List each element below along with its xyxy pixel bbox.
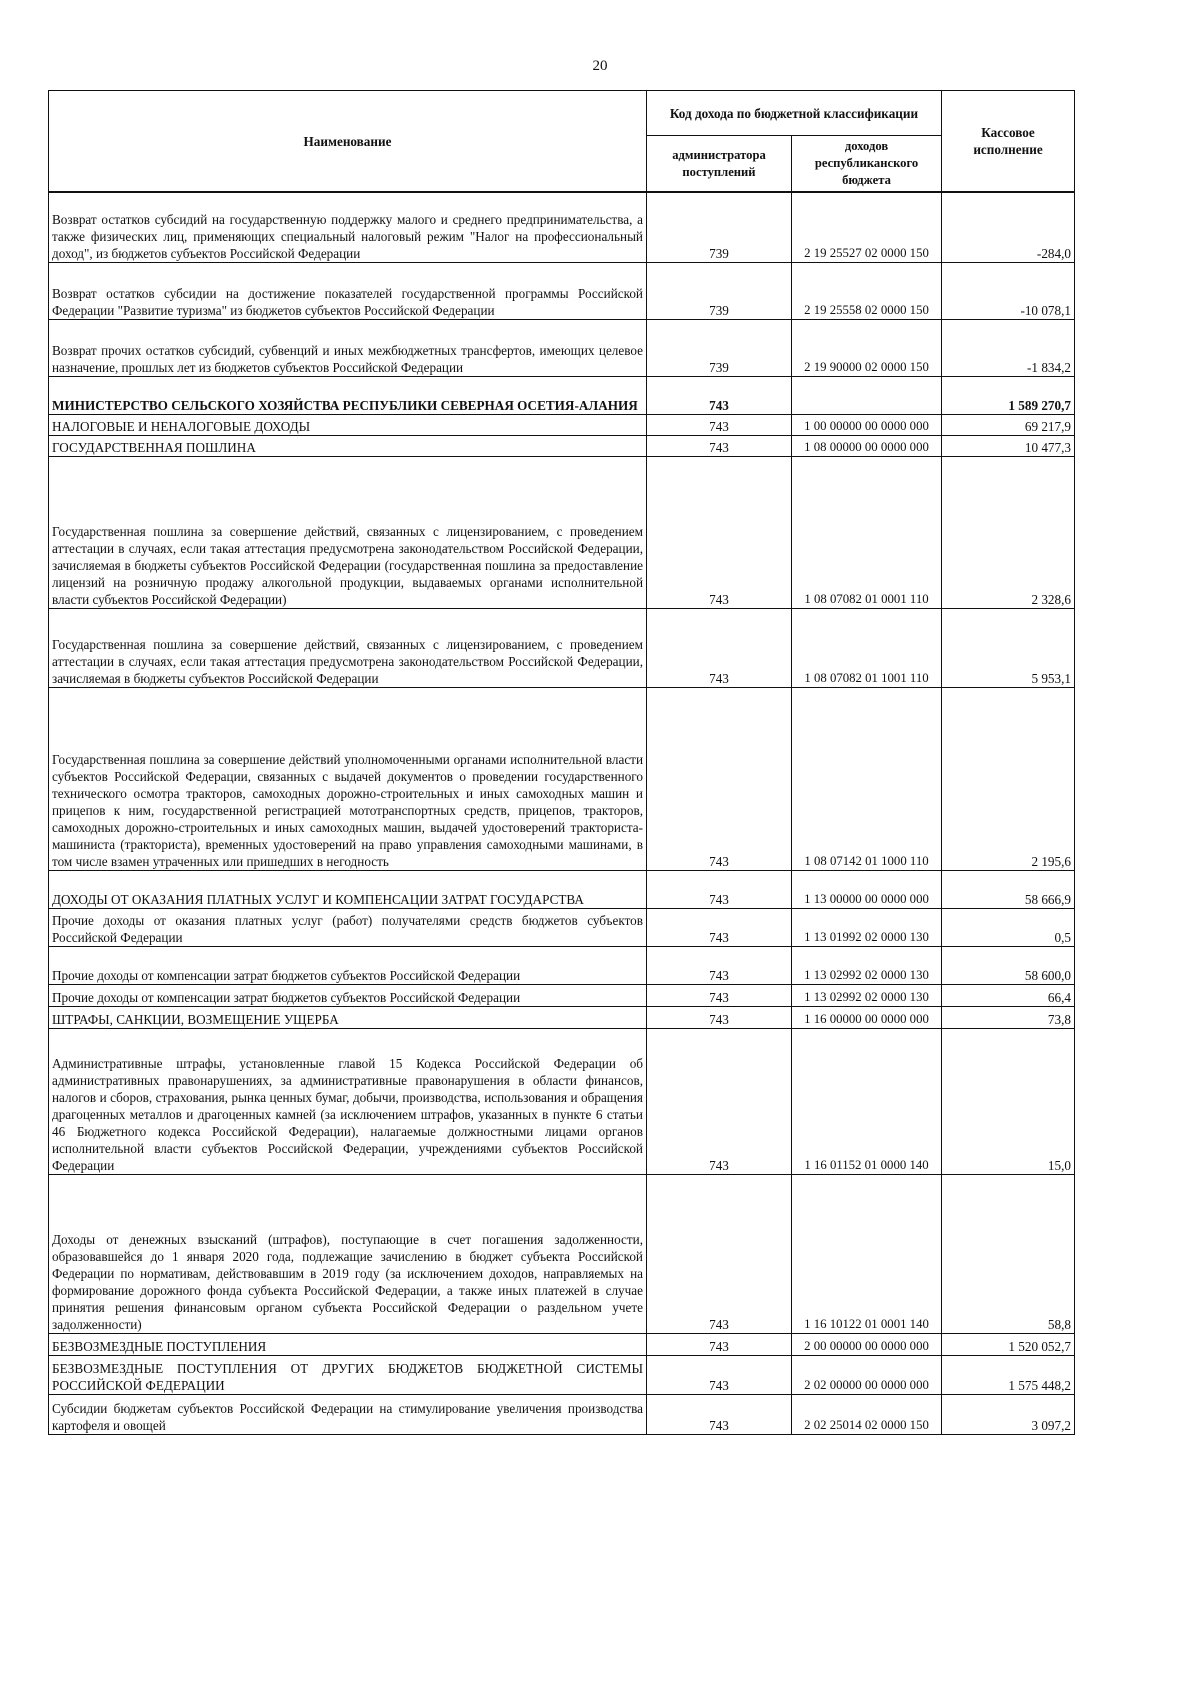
- table-body: [49, 192, 1075, 1434]
- table-row: [49, 608, 1075, 687]
- row-name: Прочие доходы от оказания платных услуг (работ) получателями средств бюджетов субъектов Российской Федерации: [49, 908, 647, 946]
- row-revenue-code: 2 00 00000 00 0000 000: [792, 1333, 942, 1355]
- table-row: [49, 1028, 1075, 1174]
- table-row: [49, 946, 1075, 984]
- table-row: [49, 1355, 1075, 1394]
- table-row: [49, 192, 1075, 262]
- header-code-group: Код дохода по бюджетной классификации: [647, 91, 942, 136]
- table-row: [49, 414, 1075, 435]
- row-name: ДОХОДЫ ОТ ОКАЗАНИЯ ПЛАТНЫХ УСЛУГ И КОМПЕНСАЦИИ ЗАТРАТ ГОСУДАРСТВА: [49, 870, 647, 908]
- table-row: [49, 908, 1075, 946]
- table-row: [49, 1006, 1075, 1028]
- row-amount: -284,0: [942, 192, 1075, 262]
- row-revenue-code: 2 19 25527 02 0000 150: [792, 192, 942, 262]
- row-name: ШТРАФЫ, САНКЦИИ, ВОЗМЕЩЕНИЕ УЩЕРБА: [49, 1006, 647, 1028]
- row-name: Государственная пошлина за совершение действий, связанных с лицензированием, с проведением аттестации в случаях, если такая аттестация предусмотрена законодательством Российской Федерации, зачисляемая в бюджеты субъектов Российской Федерации (государственная пошлина за предоставление лицензий на розничную продажу алкогольной продукции, выдаваемых органами исполнительной власти субъектов Российской Федерации): [49, 456, 647, 608]
- row-amount: 66,4: [942, 984, 1075, 1006]
- row-amount: 10 477,3: [942, 435, 1075, 456]
- row-name: Возврат остатков субсидий на государственную поддержку малого и среднего предпринимательства, а также физических лиц, применяющих специальный налоговый режим "Налог на профессиональный доход", из бюджетов субъектов Российской Федерации: [49, 192, 647, 262]
- row-name: Субсидии бюджетам субъектов Российской Федерации на стимулирование увеличения производства картофеля и овощей: [49, 1394, 647, 1434]
- row-amount: 1 589 270,7: [942, 376, 1075, 414]
- table-row: [49, 1394, 1075, 1434]
- row-name: БЕЗВОЗМЕЗДНЫЕ ПОСТУПЛЕНИЯ: [49, 1333, 647, 1355]
- row-amount: 0,5: [942, 908, 1075, 946]
- row-amount: 58 600,0: [942, 946, 1075, 984]
- row-revenue-code: 1 13 01992 02 0000 130: [792, 908, 942, 946]
- row-revenue-code: 1 08 07082 01 0001 110: [792, 456, 942, 608]
- header-admin: администратора поступлений: [647, 136, 792, 193]
- table-row: [49, 262, 1075, 319]
- row-name: Государственная пошлина за совершение действий, связанных с лицензированием, с проведением аттестации в случаях, если такая аттестация предусмотрена законодательством Российской Федерации, зачисляемая в бюджеты субъектов Российской Федерации: [49, 608, 647, 687]
- table-row: [49, 456, 1075, 608]
- row-admin-code: 743: [647, 1028, 792, 1174]
- row-revenue-code: 1 00 00000 00 0000 000: [792, 414, 942, 435]
- row-name: Возврат остатков субсидии на достижение показателей государственной программы Российской Федерации "Развитие туризма" из бюджетов субъектов Российской Федерации: [49, 262, 647, 319]
- row-amount: -1 834,2: [942, 319, 1075, 376]
- row-name: Прочие доходы от компенсации затрат бюджетов субъектов Российской Федерации: [49, 984, 647, 1006]
- row-amount: 58,8: [942, 1174, 1075, 1333]
- row-name: МИНИСТЕРСТВО СЕЛЬСКОГО ХОЗЯЙСТВА РЕСПУБЛИКИ СЕВЕРНАЯ ОСЕТИЯ-АЛАНИЯ: [49, 376, 647, 414]
- row-amount: 69 217,9: [942, 414, 1075, 435]
- row-amount: 58 666,9: [942, 870, 1075, 908]
- table-row: [49, 1174, 1075, 1333]
- row-amount: 2 328,6: [942, 456, 1075, 608]
- header-name: Наименование: [49, 91, 647, 193]
- table-row: [49, 435, 1075, 456]
- row-revenue-code: 2 02 00000 00 0000 000: [792, 1355, 942, 1394]
- revenue-table: [48, 90, 1075, 1435]
- row-amount: 73,8: [942, 1006, 1075, 1028]
- row-revenue-code: 1 16 01152 01 0000 140: [792, 1028, 942, 1174]
- table-row: [49, 1333, 1075, 1355]
- row-name: Государственная пошлина за совершение действий уполномоченными органами исполнительной власти субъектов Российской Федерации, связанных с выдачей документов о проведении государственного технического осмотра тракторов, самоходных дорожно-строительных и иных самоходных машин и прицепов к ним, государственной регистрацией мототранспортных средств, прицепов, тракторов, самоходных дорожно-строительных и иных самоходных машин, выдачей удостоверений тракториста-машиниста (тракториста), временных удостоверений на право управления самоходными машинами, в том числе взамен утраченных или пришедших в негодность: [49, 687, 647, 870]
- row-amount: 1 575 448,2: [942, 1355, 1075, 1394]
- table-row: [49, 687, 1075, 870]
- row-name: Доходы от денежных взысканий (штрафов), поступающие в счет погашения задолженности, образовавшейся до 1 января 2020 года, подлежащие зачислению в бюджет субъекта Российской Федерации по нормативам, действовавшим в 2019 году (за исключением доходов, направляемых на формирование дорожного фонда субъекта Российской Федерации, а также иных платежей в случае принятия решения финансовым органом субъекта Российской Федерации о раздельном учете задолженности): [49, 1174, 647, 1333]
- row-amount: -10 078,1: [942, 262, 1075, 319]
- row-revenue-code: 2 19 90000 02 0000 150: [792, 319, 942, 376]
- row-revenue-code: 1 08 07142 01 1000 110: [792, 687, 942, 870]
- page-number: 20: [592, 58, 608, 74]
- row-admin-code: 743: [647, 435, 792, 456]
- row-name: НАЛОГОВЫЕ И НЕНАЛОГОВЫЕ ДОХОДЫ: [49, 414, 647, 435]
- header-execution: Кассовое исполнение: [942, 91, 1075, 193]
- row-admin-code: 743: [647, 946, 792, 984]
- row-admin-code: 743: [647, 984, 792, 1006]
- row-name: Прочие доходы от компенсации затрат бюджетов субъектов Российской Федерации: [49, 946, 647, 984]
- row-admin-code: 743: [647, 414, 792, 435]
- row-name: Возврат прочих остатков субсидий, субвенций и иных межбюджетных трансфертов, имеющих целевое назначение, прошлых лет из бюджетов субъектов Российской Федерации: [49, 319, 647, 376]
- row-revenue-code: 1 16 10122 01 0001 140: [792, 1174, 942, 1333]
- row-admin-code: 743: [647, 376, 792, 414]
- row-name: Административные штрафы, установленные главой 15 Кодекса Российской Федерации об административных правонарушениях, за административные правонарушения в области финансов, налогов и сборов, страхования, рынка ценных бумаг, добычи, производства, использования и обращения драгоценных металлов и драгоценных камней (за исключением штрафов, указанных в пункте 6 статьи 46 Бюджетного кодекса Российской Федерации), налагаемые должностными лицами органов исполнительной власти субъектов Российской Федерации, учреждениями субъектов Российской Федерации: [49, 1028, 647, 1174]
- row-admin-code: 743: [647, 870, 792, 908]
- row-admin-code: 743: [647, 608, 792, 687]
- row-revenue-code: 1 08 07082 01 1001 110: [792, 608, 942, 687]
- row-admin-code: 743: [647, 687, 792, 870]
- row-revenue-code: 1 13 02992 02 0000 130: [792, 946, 942, 984]
- row-admin-code: 743: [647, 1174, 792, 1333]
- row-revenue-code: 1 13 02992 02 0000 130: [792, 984, 942, 1006]
- row-amount: 15,0: [942, 1028, 1075, 1174]
- header-revenue: доходов республиканского бюджета: [792, 136, 942, 193]
- row-revenue-code: 1 08 00000 00 0000 000: [792, 435, 942, 456]
- row-admin-code: 739: [647, 192, 792, 262]
- row-amount: 5 953,1: [942, 608, 1075, 687]
- row-amount: 1 520 052,7: [942, 1333, 1075, 1355]
- table-header: [49, 91, 1075, 193]
- row-admin-code: 739: [647, 262, 792, 319]
- row-revenue-code: [792, 376, 942, 414]
- row-amount: 3 097,2: [942, 1394, 1075, 1434]
- row-revenue-code: 2 19 25558 02 0000 150: [792, 262, 942, 319]
- row-name: БЕЗВОЗМЕЗДНЫЕ ПОСТУПЛЕНИЯ ОТ ДРУГИХ БЮДЖЕТОВ БЮДЖЕТНОЙ СИСТЕМЫ РОССИЙСКОЙ ФЕДЕРАЦИИ: [49, 1355, 647, 1394]
- row-admin-code: 743: [647, 456, 792, 608]
- row-revenue-code: 2 02 25014 02 0000 150: [792, 1394, 942, 1434]
- table-row: [49, 376, 1075, 414]
- row-revenue-code: 1 13 00000 00 0000 000: [792, 870, 942, 908]
- table-row: [49, 984, 1075, 1006]
- row-admin-code: 743: [647, 908, 792, 946]
- row-name: ГОСУДАРСТВЕННАЯ ПОШЛИНА: [49, 435, 647, 456]
- row-admin-code: 743: [647, 1333, 792, 1355]
- row-admin-code: 743: [647, 1006, 792, 1028]
- row-revenue-code: 1 16 00000 00 0000 000: [792, 1006, 942, 1028]
- row-admin-code: 743: [647, 1394, 792, 1434]
- table-row: [49, 319, 1075, 376]
- row-admin-code: 743: [647, 1355, 792, 1394]
- table-row: [49, 870, 1075, 908]
- row-admin-code: 739: [647, 319, 792, 376]
- row-amount: 2 195,6: [942, 687, 1075, 870]
